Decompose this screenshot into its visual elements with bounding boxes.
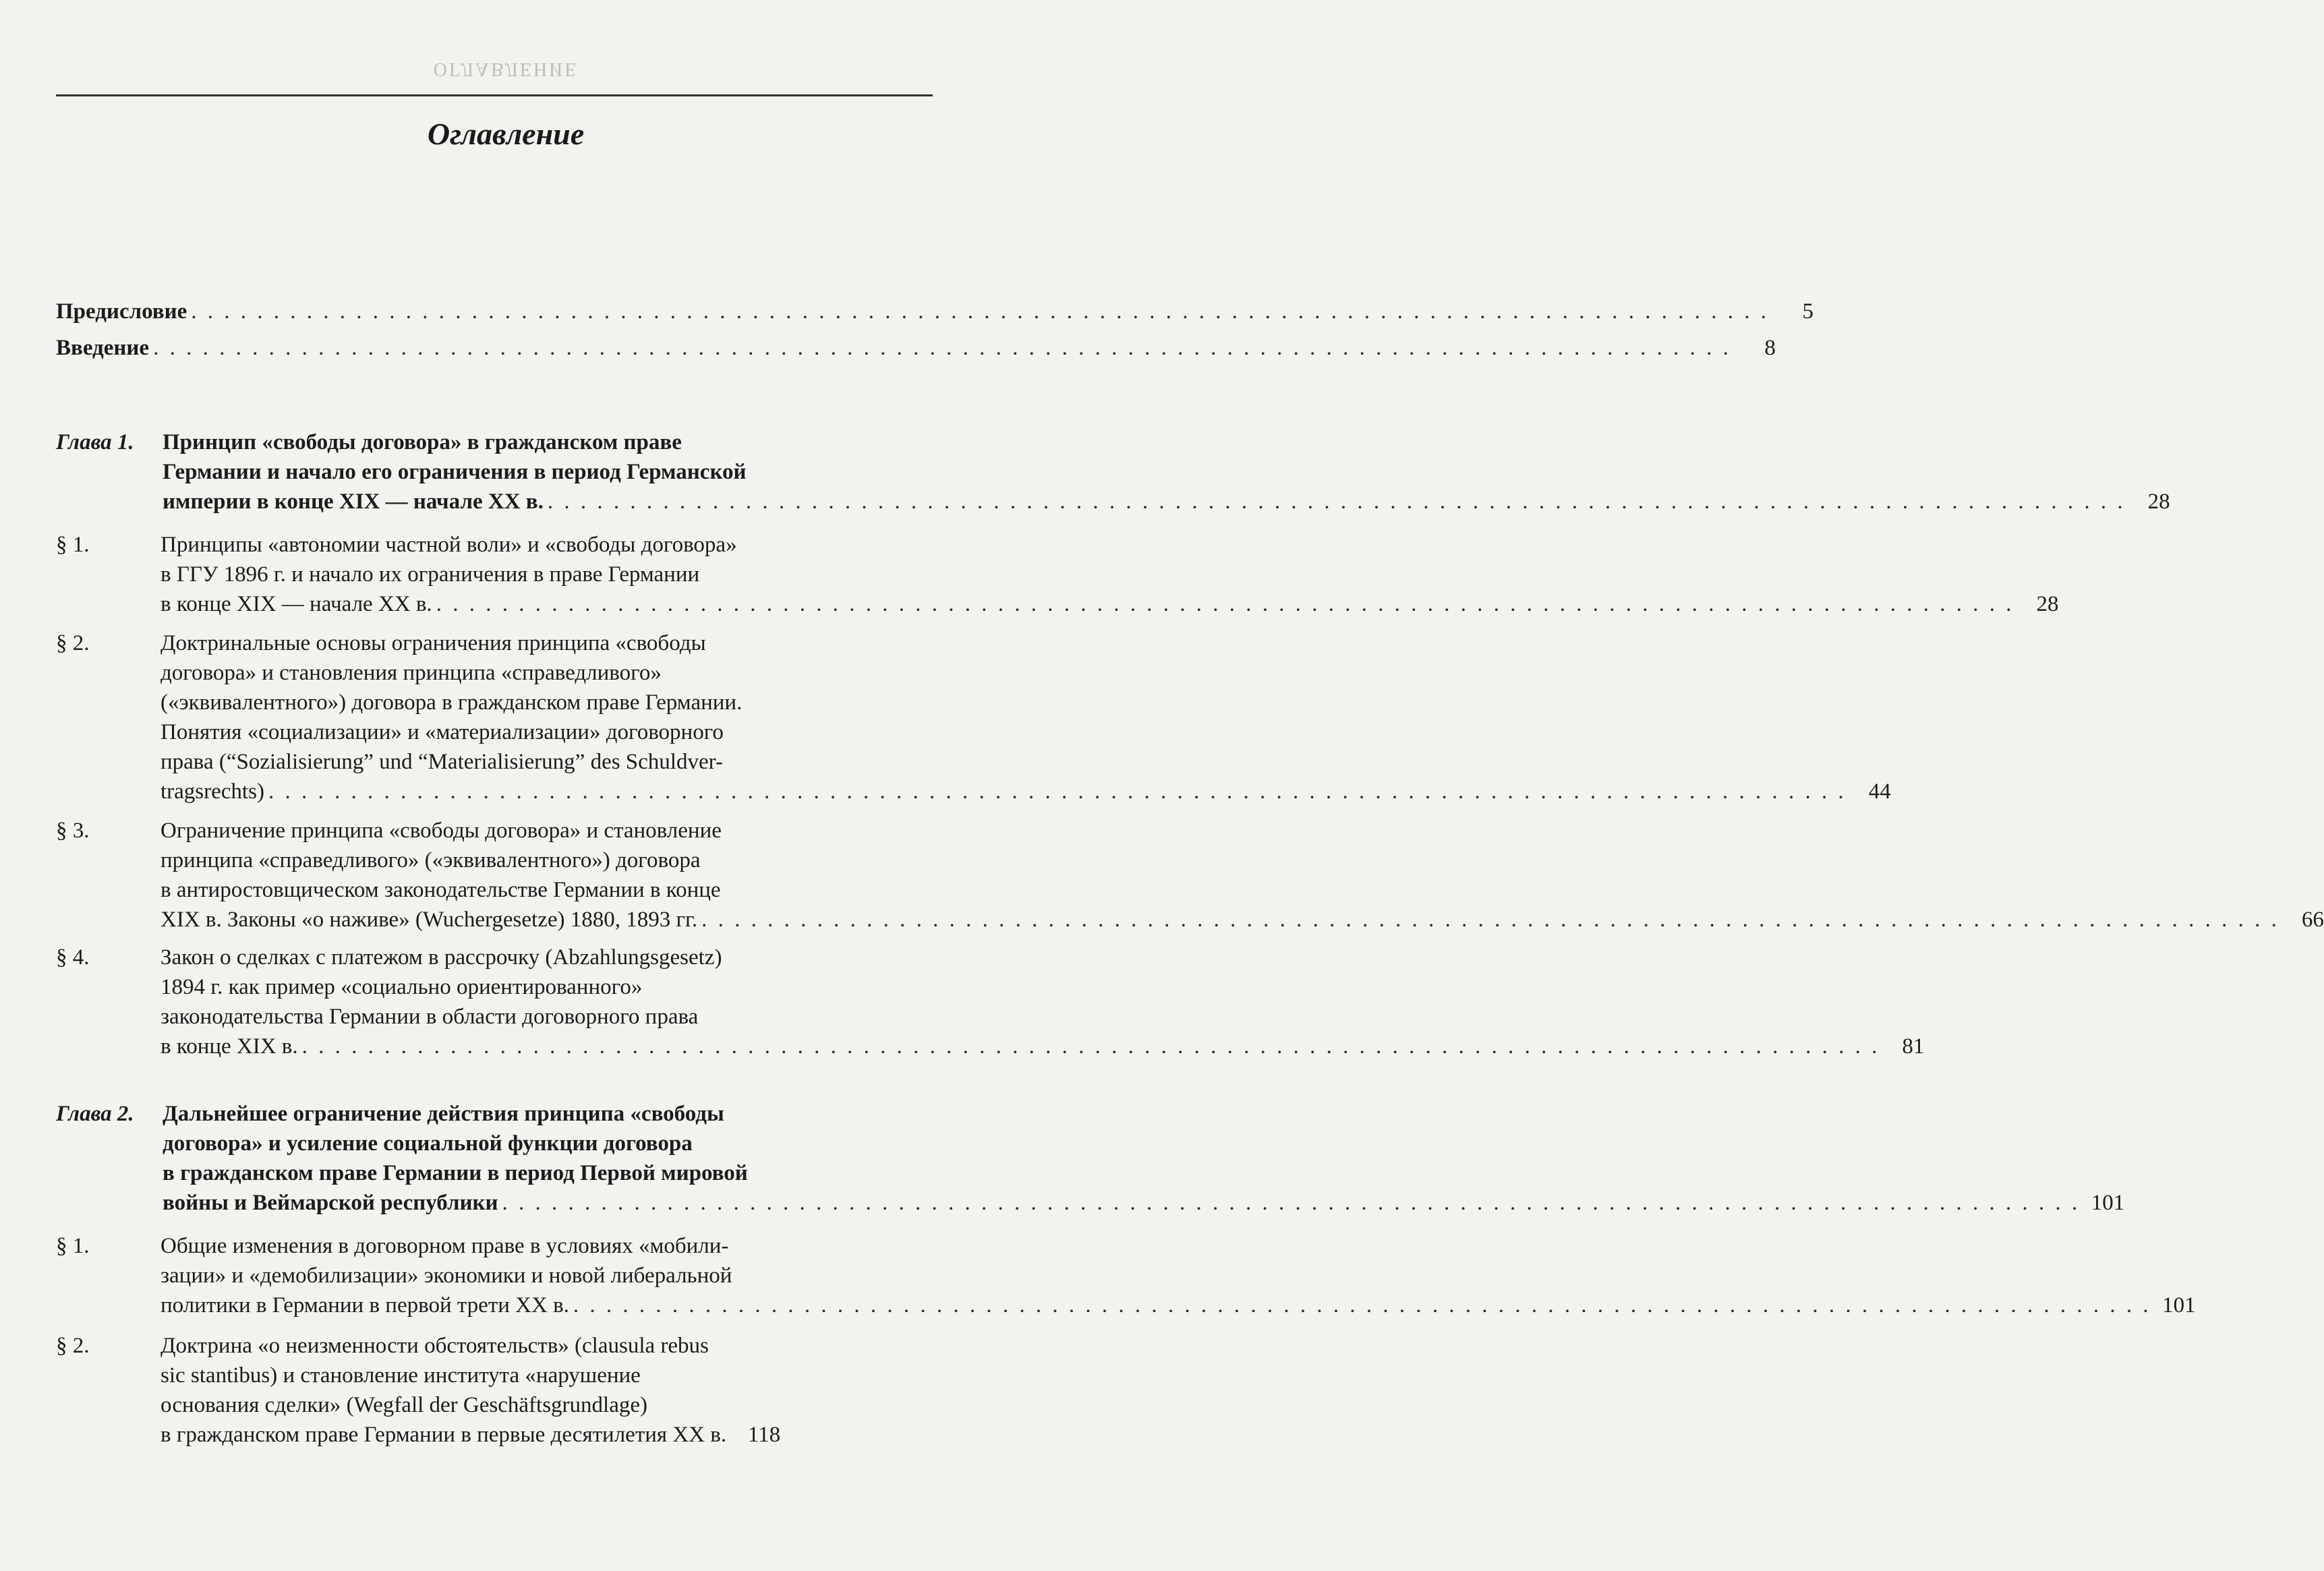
toc-line: в конце XIX — начале XX в. [161,592,432,616]
toc-entry-chapter-2[interactable] [56,1099,2125,1218]
toc-line: принципа «справедливого» («эквивалентного») договора [161,848,701,872]
toc-line: Понятия «социализации» и «материализации» договорного [161,720,724,744]
toc-entry-ch1-section-3[interactable] [56,816,2324,935]
toc-title: Предисловие [56,299,187,324]
toc-title: Введение [56,336,150,360]
toc-page: 28 [2147,490,2170,514]
toc-entry-introduction[interactable] [56,333,1776,363]
toc-line: Ограничение принципа «свободы договора» и становление [161,819,722,843]
leader-dots [153,333,1731,363]
toc-line: tragsrechts) [161,779,264,804]
leader-dots [701,905,2279,935]
toc-page: 101 [2162,1293,2196,1317]
leader-dots [502,1188,2081,1218]
toc-line: 1894 г. как пример «социально ориентированного» [161,975,643,999]
toc-page: 118 [747,1423,781,1447]
toc-label: Глава 1. [56,430,134,454]
toc-entry-ch2-section-1[interactable] [56,1231,2196,1320]
toc-line: законодательства Германии в области договорного права [161,1005,699,1029]
toc-page: 44 [1868,779,1891,804]
toc-line: договора» и становления принципа «справедливого» [161,661,662,685]
toc-line: в гражданском праве Германии в период Первой мировой [163,1161,748,1185]
toc-entry-preface[interactable] [56,297,1814,326]
toc-line: зации» и «демобилизации» экономики и новой либеральной [161,1264,732,1288]
toc-line: в конце XIX в. [161,1034,298,1059]
toc-line: политики в Германии в первой трети XX в. [161,1293,569,1317]
toc-line: основания сделки» (Wegfall der Geschäftsgrundlage) [161,1393,647,1417]
bleed-through-header: ОГЛАВЛЕНИЕ [433,59,579,80]
toc-line: в антиростовщическом законодательстве Германии в конце [161,878,721,902]
toc-line: Германии и начало его ограничения в период Германской [163,460,747,484]
toc-line: в гражданском праве Германии в первые десятилетия XX в. [161,1423,727,1447]
toc-page: 81 [1902,1034,1925,1059]
toc-label: § 3. [56,819,90,843]
header-rule [56,94,933,96]
toc-page: 66 [2301,908,2324,932]
toc-entry-chapter-1[interactable] [56,427,2170,516]
toc-page: 101 [2091,1191,2125,1215]
toc-label: Глава 2. [56,1102,134,1126]
toc-line: Принцип «свободы договора» в гражданском праве [163,430,682,454]
toc-line: («эквивалентного») договора в гражданском праве Германии. [161,690,743,715]
toc-line: в ГГУ 1896 г. и начало их ограничения в праве Германии [161,562,700,587]
toc-label: § 2. [56,631,90,655]
toc-line: Общие изменения в договорном праве в условиях «мобили- [161,1234,729,1258]
toc-line: права (“Sozialisierung” und “Materialisierung” des Schuldver- [161,750,723,774]
leader-dots [268,777,1847,806]
toc-page: 5 [1802,299,1814,324]
toc-page: 8 [1764,336,1776,360]
toc-line: империи в конце XIX — начале XX в. [163,490,544,514]
toc-line: Дальнейшее ограничение действия принципа «свободы [163,1102,724,1126]
toc-entry-ch1-section-1[interactable] [56,530,2059,619]
toc-line: XIX в. Законы «о наживе» (Wuchergesetze) 1880, 1893 гг. [161,908,698,932]
toc-page: 28 [2036,592,2059,616]
toc-entry-ch1-section-4[interactable] [56,943,1925,1061]
leader-dots [191,297,1769,326]
page-title: Оглавление [427,117,585,151]
leader-dots [302,1032,1880,1061]
toc-line: Доктрина «о неизменности обстоятельств» (clausula rebus [161,1334,709,1358]
toc-entry-ch2-section-2[interactable] [56,1331,933,1450]
toc-label: § 2. [56,1334,90,1358]
toc-line: sic stantibus) и становление института «нарушение [161,1363,641,1388]
toc-line: Принципы «автономии частной воли» и «свободы договора» [161,533,737,557]
toc-entry-ch1-section-2[interactable] [56,628,1891,806]
leader-dots [436,589,2014,619]
toc-line: Закон о сделках с платежом в рассрочку (Abzahlungsgesetz) [161,945,722,970]
toc-line: войны и Веймарской республики [163,1191,498,1215]
toc-line: Доктринальные основы ограничения принципа «свободы [161,631,706,655]
toc-label: § 4. [56,945,90,970]
toc-line: договора» и усиление социальной функции договора [163,1131,693,1156]
toc-label: § 1. [56,533,90,557]
leader-dots [548,487,2126,516]
leader-dots [573,1291,2151,1320]
toc-label: § 1. [56,1234,90,1258]
